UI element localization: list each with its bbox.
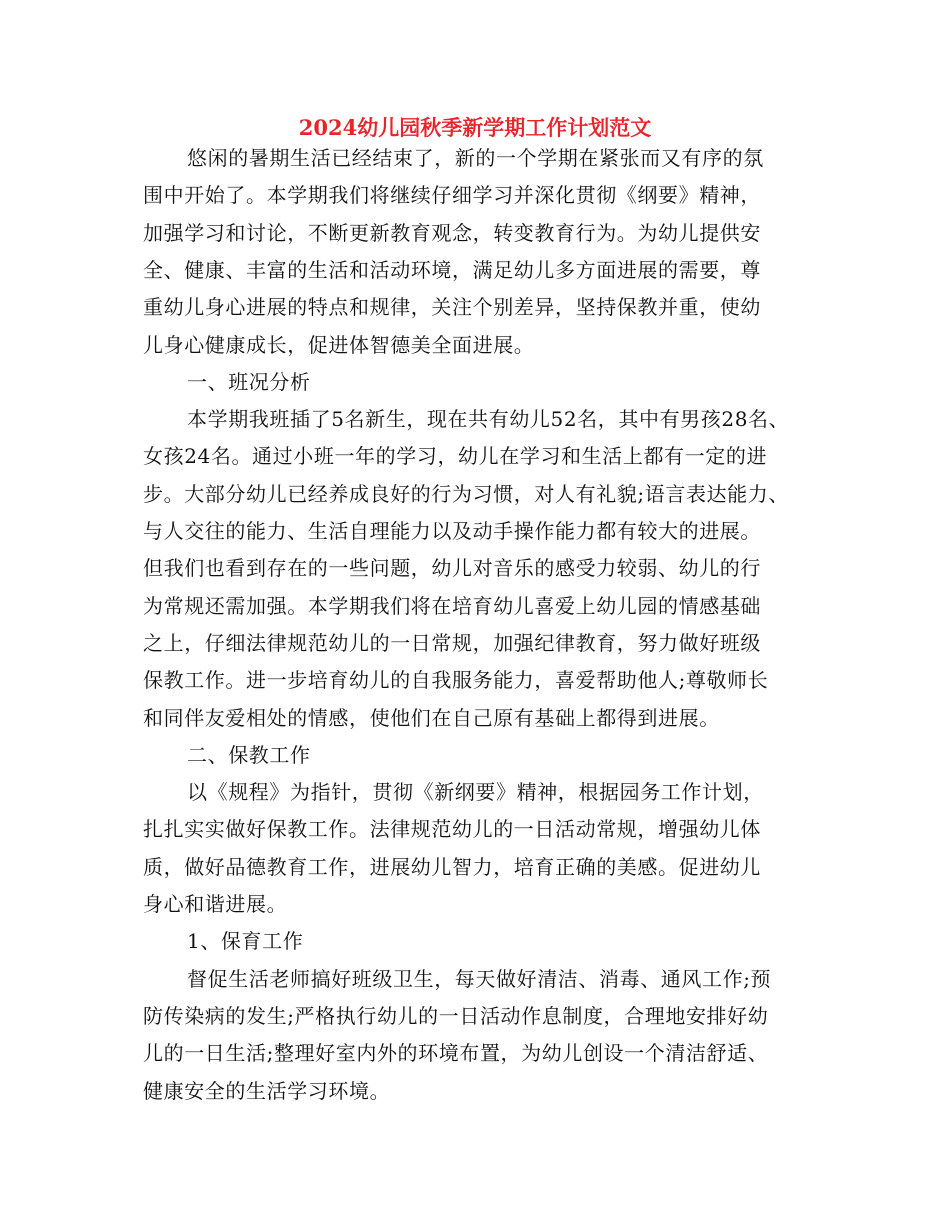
paragraph-line: 儿身心健康成长，促进体智德美全面进展。 xyxy=(143,333,535,357)
paragraph-line: 保教工作。进一步培育幼儿的自我服务能力，喜爱帮助他人;尊敬师长 xyxy=(143,668,769,692)
paragraph-line: 督促生活老师搞好班级卫生，每天做好清洁、消毒、通风工作;预 xyxy=(187,967,772,991)
paragraph-line: 质，做好品德教育工作，进展幼儿智力，培育正确的美感。促进幼儿 xyxy=(143,855,761,879)
paragraph-line: 步。大部分幼儿已经养成良好的行为习惯，对人有礼貌;语言表达能力、 xyxy=(143,482,789,506)
paragraph-line: 以《规程》为指针，贯彻《新纲要》精神，根据园务工作计划， xyxy=(187,780,764,804)
paragraph-line: 身心和谐进展。 xyxy=(143,892,288,916)
paragraph-line: 为常规还需加强。本学期我们将在培育幼儿喜爱上幼儿园的情感基础 xyxy=(143,594,761,618)
paragraph-line: 防传染病的发生;严格执行幼儿的一日活动作息制度，合理地安排好幼 xyxy=(143,1004,769,1028)
paragraph-line: 与人交往的能力、生活自理能力以及动手操作能力都有较大的进展。 xyxy=(143,519,761,543)
paragraph-line: 之上，仔细法律规范幼儿的一日常规，加强纪律教育，努力做好班级 xyxy=(143,631,761,655)
paragraph-line: 扎扎实实做好保教工作。法律规范幼儿的一日活动常规，增强幼儿体 xyxy=(143,817,761,841)
paragraph-line: 但我们也看到存在的一些问题，幼儿对音乐的感受力较弱、幼儿的行 xyxy=(143,556,761,580)
paragraph-line: 悠闲的暑期生活已经结束了，新的一个学期在紧张而又有序的氛 xyxy=(187,146,764,170)
paragraph-line: 健康安全的生活学习环境。 xyxy=(143,1079,391,1103)
paragraph-line: 本学期我班插了5名新生，现在共有幼儿52名，其中有男孩28名、 xyxy=(187,407,790,431)
paragraph-line: 围中开始了。本学期我们将继续仔细学习并深化贯彻《纲要》精神， xyxy=(143,183,761,207)
paragraph-line: 重幼儿身心进展的特点和规律，关注个别差异，坚持保教并重，使幼 xyxy=(143,295,761,319)
paragraph-line: 二、保教工作 xyxy=(187,743,311,767)
paragraph-line: 1、保育工作 xyxy=(187,929,304,953)
paragraph-line: 儿的一日生活;整理好室内外的环境布置，为幼儿创设一个清洁舒适、 xyxy=(143,1041,769,1065)
paragraph-line: 和同伴友爱相处的情感，使他们在自己原有基础上都得到进展。 xyxy=(143,706,720,730)
paragraph-line: 全、健康、丰富的生活和活动环境，满足幼儿多方面进展的需要，尊 xyxy=(143,258,761,282)
document-title: 2024幼儿园秋季新学期工作计划范文 xyxy=(298,115,652,140)
paragraph-line: 女孩24名。通过小班一年的学习，幼儿在学习和生活上都有一定的进 xyxy=(143,444,768,468)
paragraph-line: 加强学习和讨论，不断更新教育观念，转变教育行为。为幼儿提供安 xyxy=(143,221,761,245)
paragraph-line: 一、班况分析 xyxy=(187,370,311,394)
